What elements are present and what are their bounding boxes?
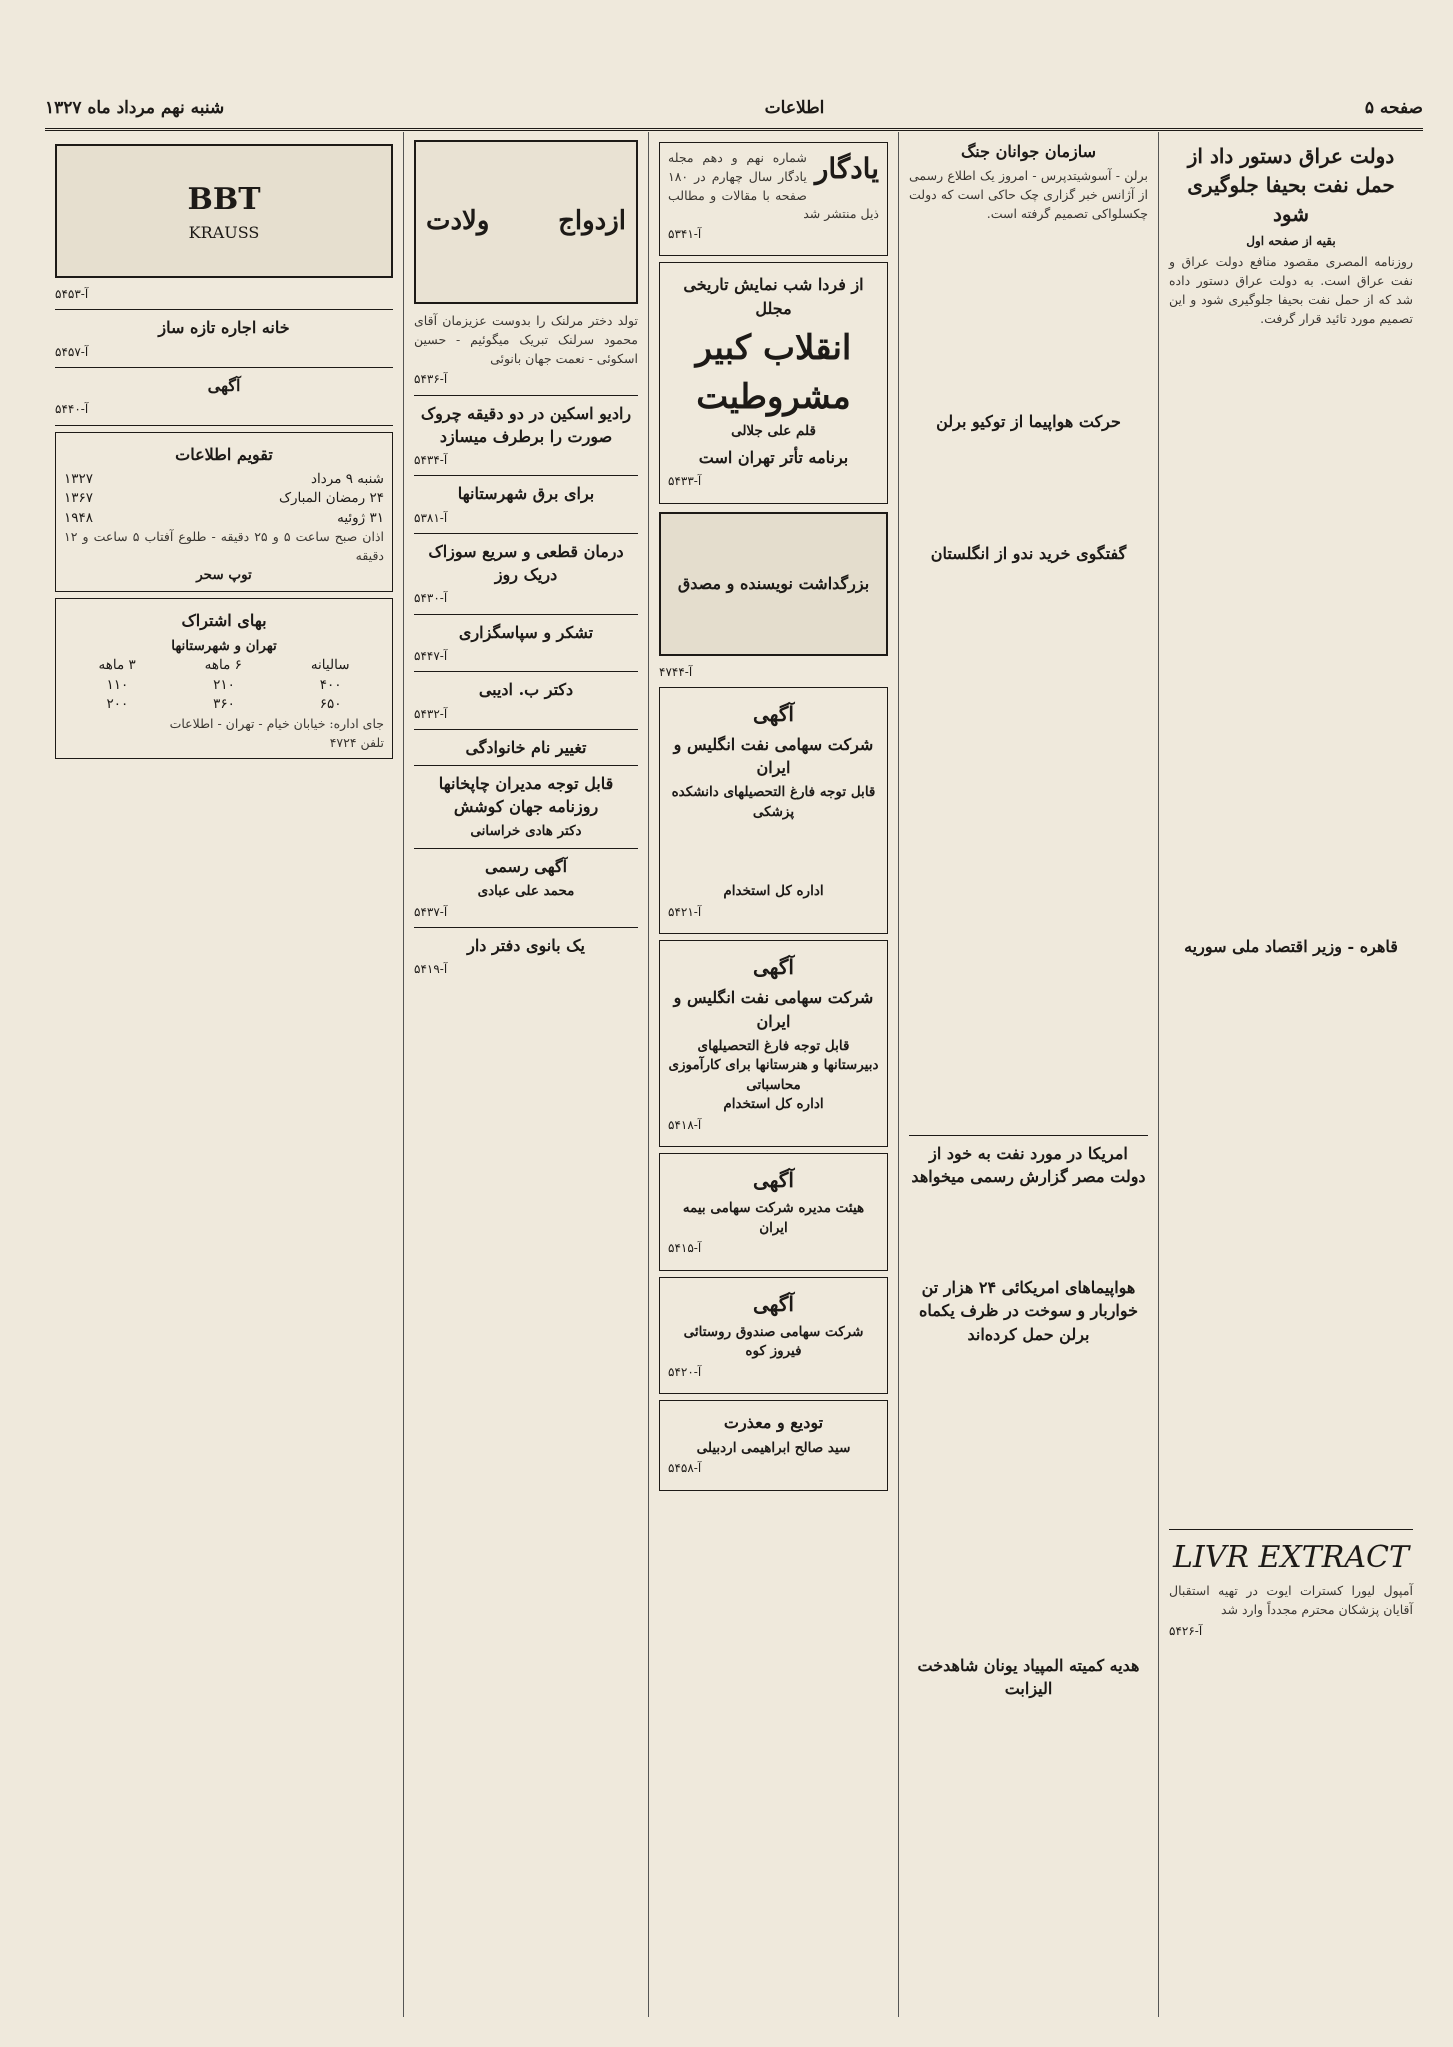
ad-title: آگهی xyxy=(207,375,241,395)
headline-iraq: دولت عراق دستور داد از حمل نفت بحیفا جلوگیری شود xyxy=(1187,144,1395,226)
doctor2-name: دکتر هادی خراسانی xyxy=(470,823,582,840)
column-1 xyxy=(1158,132,1423,2017)
ad1-footer: اداره کل استخدام xyxy=(723,883,824,900)
electric-title: برای برق شهرستانها xyxy=(457,484,595,504)
sub-olympics: هدیه کمیته المپیاد یونان شاهدخت الیزابت xyxy=(917,1655,1140,1698)
skin-code: آ-۵۴۳۰ xyxy=(414,591,448,606)
ad5-name: سید صالح ابراهیمی اردبیلی xyxy=(696,1439,851,1456)
issue-date: شنبه نهم مرداد ماه ۱۳۲۷ xyxy=(45,98,225,118)
article-youth: برلن - آسوشیتدپرس - امروز یک اطلاع رسمی از آژانس خبر گزاری چک حاکی است که دولت چکسلواکی تصمیم گرفته است. xyxy=(909,168,1148,221)
office-title: یک بانوی دفتر دار xyxy=(467,936,585,956)
ad4-company: شرکت سهامی صندوق روستائی فیروز کوه xyxy=(683,1323,864,1360)
banner-text: بزرگداشت نویسنده و مصدق xyxy=(677,573,870,593)
livr-code: آ-۵۴۲۶ xyxy=(1169,1623,1203,1638)
continued-note: بقیه از صفحه اول xyxy=(1246,234,1336,248)
show-ad xyxy=(659,262,888,503)
ad2-footer: اداره کل استخدام xyxy=(723,1096,824,1113)
address: جای اداره: خیابان خیام - تهران - اطلاعات xyxy=(169,715,384,731)
official-ad-name: محمد علی عبادی xyxy=(477,883,575,900)
ad1-sub: قابل توجه فارغ التحصیلهای دانشکده پزشکی xyxy=(671,784,876,820)
subscription-box xyxy=(55,598,393,759)
sub-airlift: هواپیماهای امریکائی ۲۴ هزار تن خواربار و سوخت در ظرف یکماه برلن حمل کرده‌اند xyxy=(918,1278,1139,1344)
ad2 xyxy=(659,940,888,1147)
sub-america: امریکا در مورد نفت به خود از دولت مصر گزارش رسمی میخواهد xyxy=(911,1143,1146,1186)
rental-code: آ-۵۴۵۷ xyxy=(55,344,89,359)
bbt-ad xyxy=(55,144,393,278)
ad1 xyxy=(659,687,888,934)
ad1-title: آگهی xyxy=(753,701,794,726)
office-code: آ-۵۴۱۹ xyxy=(414,962,448,977)
ad2-company: شرکت سهامی نفت انگلیس و ایران xyxy=(673,988,874,1031)
ad4-title: آگهی xyxy=(753,1291,794,1316)
calendar-row: ۲۴ رمضان المبارک ۱۳۶۷ xyxy=(64,490,384,507)
yadgar-code: آ-۵۳۴۱ xyxy=(668,227,702,241)
ad2-sub: قابل توجه فارغ التحصیلهای دبیرستانها و هنرستانها برای کارآموزی محاسباتی xyxy=(668,1037,879,1093)
calendar-title: تقویم اطلاعات xyxy=(175,444,273,464)
article-iraq: روزنامه المصری مقصود منافع دولت عراق و نفت عراق است. به دولت عراق دستور داده شد که از حمل نفت بحیفا جلوگیری شود و این تصمیم مورد تائید قرار گرفت. xyxy=(1169,254,1413,326)
calendar-note: اذان صبح ساعت ۵ و ۲۵ دقیقه - طلوع آفتاب ۵ ساعت و ۱۲ دقیقه xyxy=(64,529,384,564)
article-cairo-filler xyxy=(1169,963,1413,1523)
thanks-title: تشکر و سپاسگزاری xyxy=(458,622,594,642)
phone: تلفن ۴۷۲۴ xyxy=(329,734,384,750)
headline-youth: سازمان جوانان جنگ xyxy=(960,142,1097,161)
ad2-title: آگهی xyxy=(753,955,794,980)
doctor-code: آ-۵۴۳۲ xyxy=(414,706,448,721)
ad2-code: آ-۵۴۱۸ xyxy=(668,1117,702,1132)
radio-title: رادیو اسکین در دو دقیقه چروک صورت را برطرف میسازد xyxy=(420,403,632,446)
radio-code: آ-۵۴۳۴ xyxy=(414,453,448,468)
ad3-title: آگهی xyxy=(753,1168,794,1193)
subscription-header: سالیانه ۶ ماهه ۳ ماهه xyxy=(98,657,350,674)
masthead xyxy=(45,88,1423,131)
skin-title: درمان قطعی و سریع سوزاک دریک روز xyxy=(428,541,624,585)
marriage-birth-box xyxy=(414,140,638,304)
bbt-code: آ-۵۴۵۳ xyxy=(55,287,89,301)
ad1-code: آ-۵۴۲۱ xyxy=(668,904,702,919)
banner-code: آ-۴۷۴۴ xyxy=(659,664,693,679)
official-ad-code: آ-۵۴۳۷ xyxy=(414,904,448,919)
electric-code: آ-۵۳۸۱ xyxy=(414,510,448,525)
paper-name: اطلاعات xyxy=(764,98,825,118)
banner-ad xyxy=(659,512,888,656)
sub-england: گفتگوی خرید ندو از انگلستان xyxy=(930,543,1127,563)
column-2 xyxy=(898,132,1158,2017)
show-venue: برنامه تأتر تهران است xyxy=(698,447,849,467)
subscription-row: ۶۵۰ ۳۶۰ ۲۰۰ xyxy=(106,696,342,713)
ad5-code: آ-۵۴۵۸ xyxy=(668,1461,702,1476)
ad5 xyxy=(659,1400,888,1490)
subscription-sub: تهران و شهرستانها xyxy=(171,637,277,654)
name-change-title: تغییر نام خانوادگی xyxy=(465,737,587,757)
column-3 xyxy=(648,132,898,2017)
livr-extract-logo: LIVR EXTRACT xyxy=(1172,1539,1410,1575)
ad-code: آ-۵۴۴۰ xyxy=(55,402,89,417)
page-label: صفحه ۵ xyxy=(1364,98,1423,118)
subscription-title: بهای اشتراک xyxy=(181,611,267,631)
rental-title: خانه اجاره تازه ساز xyxy=(158,318,290,338)
ad1-company: شرکت سهامی نفت انگلیس و ایران xyxy=(673,734,874,778)
show-author: قلم علی جلالی xyxy=(731,423,816,440)
yadgar-text: شماره نهم و دهم مجله یادگار سال چهارم در ۱۸۰ صفحه با مقالات و مطالب ذیل منتشر شد xyxy=(668,150,879,222)
calendar-row: شنبه ۹ مرداد ۱۳۲۷ xyxy=(64,470,384,487)
ad3 xyxy=(659,1153,888,1271)
ad4 xyxy=(659,1277,888,1395)
sub-tokyo: حرکت هواپیما از توکیو برلن xyxy=(936,412,1121,432)
sub-cairo: قاهره - وزیر اقتصاد ملی سوریه xyxy=(1184,937,1398,957)
subscription-row: ۴۰۰ ۲۱۰ ۱۱۰ xyxy=(106,676,342,693)
ad5-title: تودیع و معذرت xyxy=(723,1413,824,1433)
yadgar-ad xyxy=(659,142,888,256)
livr-caption: آمپول لیورا کسترات ایوت در تهیه استقبال آقایان پزشکان محترم مجدداً وارد شد xyxy=(1169,1583,1413,1617)
column-5 xyxy=(45,132,403,2017)
column-4 xyxy=(403,132,648,2017)
thanks-code: آ-۵۴۴۷ xyxy=(414,648,448,663)
bbt-sub: KRAUSS xyxy=(188,223,260,243)
bbt-brand: BBT xyxy=(187,181,261,217)
article-iraq-filler xyxy=(1169,331,1413,931)
attention-title: قابل توجه مدیران چاپخانها روزنامه جهان کوشش xyxy=(438,774,614,817)
births-text: تولد دختر مرلنک را بدوست عزیزمان آقای محمود سرلنک تبریک میگوئیم - حسین اسکوئی - نعمت جهان بانوئی xyxy=(414,313,638,366)
births-code: آ-۵۴۳۶ xyxy=(414,372,448,387)
calendar-row: ۳۱ ژوئیه ۱۹۴۸ xyxy=(64,509,384,526)
show-name: انقلاب کبیر مشروطیت xyxy=(695,327,852,418)
ad4-code: آ-۵۴۲۰ xyxy=(668,1365,702,1379)
ad3-code: آ-۵۴۱۵ xyxy=(668,1241,702,1256)
marriage-label: ازدواج xyxy=(558,206,626,237)
birth-label: ولادت xyxy=(426,206,490,237)
official-ad-title: آگهی رسمی xyxy=(484,857,568,877)
show-title: از فردا شب نمایش تاریخی مجلل xyxy=(683,275,864,318)
ad3-company: هیئت مدیره شرکت سهامی بیمه ایران xyxy=(682,1200,865,1236)
sunset-label: توپ سحر xyxy=(196,566,252,583)
show-code: آ-۵۴۳۳ xyxy=(668,474,702,489)
calendar-box xyxy=(55,432,393,593)
doctor-title: دکتر ب. ادیبی xyxy=(478,680,574,700)
yadgar-logo: یادگار xyxy=(814,152,879,185)
